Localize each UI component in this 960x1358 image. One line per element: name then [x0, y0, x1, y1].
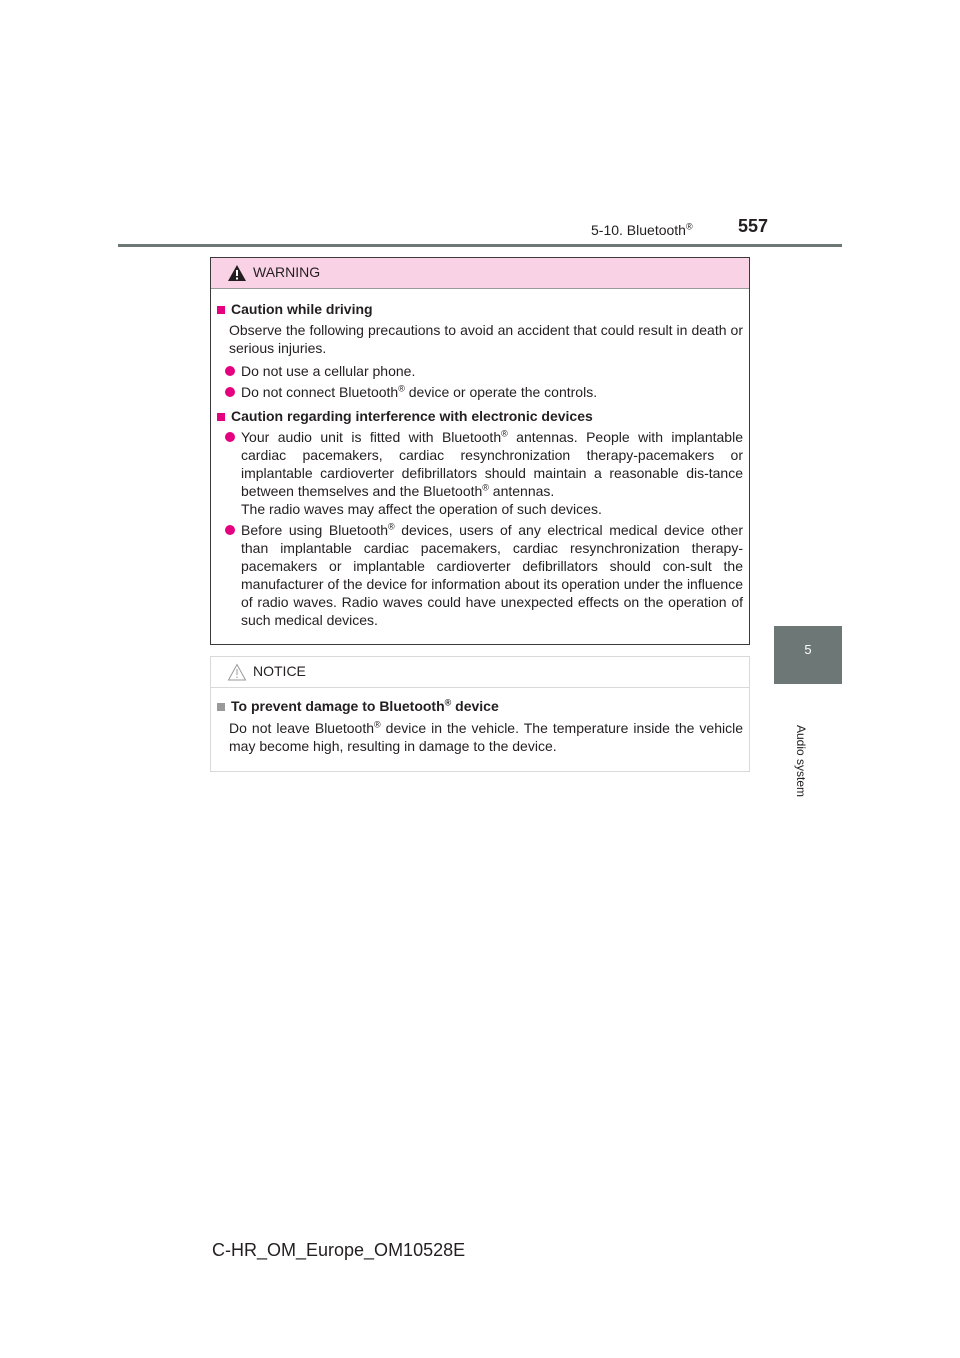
caution-triangle-icon — [227, 663, 247, 681]
header-rule — [118, 244, 842, 247]
warning-title: WARNING — [253, 264, 321, 280]
bullet-dot-icon — [225, 432, 235, 442]
page-number: 557 — [738, 216, 769, 236]
chapter-number: 5 — [804, 642, 812, 657]
square-bullet-icon — [217, 306, 225, 314]
notice-header — [211, 657, 749, 688]
chapter-tab — [774, 626, 842, 684]
bullet-dot-icon — [225, 387, 235, 397]
notice-box — [210, 656, 750, 772]
chapter-label: Audio system — [794, 725, 808, 798]
warning-bullet-phone: Do not use a cellular phone. — [225, 362, 743, 380]
warning-paragraph-driving: Observe the following precautions to avoid an accident that could result in death or serious injuries. — [229, 322, 743, 356]
warning-bullet-connect: Do not connect Bluetooth® device or operate the controls. — [225, 383, 743, 401]
warning-heading-driving: Caution while driving — [217, 300, 743, 318]
warning-box — [210, 257, 750, 645]
notice-title: NOTICE — [253, 663, 306, 679]
warning-header — [211, 258, 749, 289]
square-bullet-icon — [217, 413, 225, 421]
notice-heading: To prevent damage to Bluetooth® device — [217, 697, 743, 715]
square-bullet-icon — [217, 703, 225, 711]
notice-paragraph: Do not leave Bluetooth® device in the vehicle. The temperature inside the vehicle may become high, resulting in damage to the device. — [229, 719, 743, 754]
warning-bullet-medical: Before using Bluetooth® devices, users of any electrical medical device other than implantable cardiac pacemakers, cardiac resynchronization therapy-pacemakers or implantable cardioverter defibrillators should con-sult the manufacturer of the device for information about its operation under the influence of radio waves. Radio waves could have unexpected effects on the operation of such medical devices. — [225, 521, 743, 629]
warning-heading-interference: Caution regarding interference with electronic devices — [217, 407, 743, 425]
warning-triangle-icon — [227, 264, 247, 282]
bullet-dot-icon — [225, 525, 235, 535]
warning-bullet-antennas: Your audio unit is fitted with Bluetooth® antennas. People with implantable cardiac pacemakers, cardiac resynchronization therapy-pacemakers or implantable cardioverter defibrillators should maintain a reasonable dis-tance between themselves and the Bluetooth® antennas. The radio waves may affect the operation of such devices. — [225, 428, 743, 518]
document-code: C-HR_OM_Europe_OM10528E — [212, 1240, 466, 1260]
section-title: 5-10. Bluetooth® — [591, 221, 693, 238]
bullet-dot-icon — [225, 366, 235, 376]
